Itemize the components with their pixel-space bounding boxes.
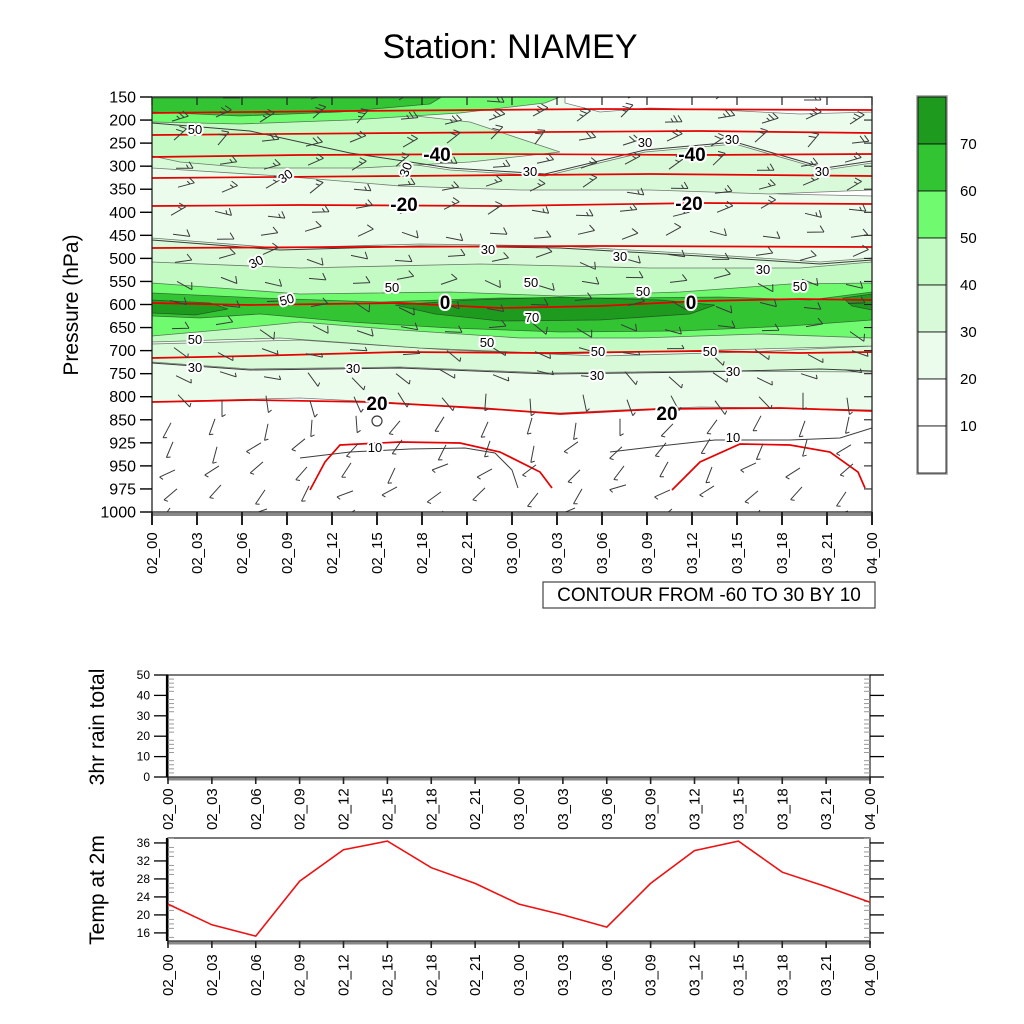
y-tick-label: 32	[136, 853, 150, 868]
humidity-contour-label: 50	[590, 344, 606, 359]
wind-barb	[527, 418, 532, 434]
colorbar-label: 50	[960, 230, 977, 247]
time-tick-label: 03_15	[730, 788, 748, 830]
colorbar-label: 60	[960, 183, 977, 200]
time-tick-label: 02_12	[335, 788, 353, 830]
wind-barb	[160, 470, 175, 480]
time-tick-label: 02_06	[247, 954, 265, 996]
time-tick-label: 02_18	[414, 532, 431, 574]
rain-axis-label: 3hr rain total	[86, 668, 109, 786]
wind-barb	[389, 421, 400, 435]
time-tick-label: 03_00	[504, 532, 521, 574]
time-tick-label: 04_00	[864, 532, 881, 574]
time-tick-label: 03_03	[549, 532, 566, 574]
humidity-contour-label: 50	[479, 335, 495, 350]
wind-barb	[846, 417, 850, 434]
wind-barb	[574, 423, 578, 440]
temperature-contour	[310, 442, 552, 490]
time-tick-label: 02_12	[324, 532, 341, 574]
humidity-contour-label: 30	[814, 164, 830, 179]
main-panel	[100, 79, 881, 574]
time-tick-label: 02_00	[160, 788, 177, 830]
rain-panel	[137, 668, 884, 830]
time-tick-label: 02_00	[144, 532, 161, 574]
pressure-tick-label: 500	[109, 250, 136, 268]
pressure-tick-label: 975	[109, 481, 136, 499]
wind-barb	[209, 419, 215, 435]
temperature-contour-label: -40	[678, 145, 706, 166]
time-tick-label: 03_09	[639, 532, 656, 574]
time-tick-label: 03_12	[684, 532, 701, 574]
colorbar-cell	[918, 144, 946, 191]
wind-barb	[250, 462, 263, 474]
pressure-tick-label: 450	[109, 227, 136, 245]
y-tick-label: 30	[136, 708, 150, 723]
wind-barb	[745, 491, 758, 503]
time-tick-label: 02_09	[291, 788, 309, 830]
humidity-contour-label: 50	[277, 290, 296, 309]
y-tick-label: 20	[136, 907, 150, 922]
wind-barb	[432, 464, 448, 473]
time-tick-label: 03_00	[511, 954, 528, 996]
y-tick-label: 40	[136, 688, 150, 703]
time-tick-label: 02_15	[369, 532, 386, 574]
wind-barb	[661, 424, 673, 437]
wind-barb	[166, 442, 173, 458]
y-tick-label: 10	[136, 749, 150, 764]
pressure-tick-label: 200	[109, 112, 136, 130]
wind-barb	[438, 445, 446, 460]
y-tick-label: 20	[136, 729, 150, 744]
y-tick-label: 0	[143, 770, 150, 784]
colorbar-label: 20	[960, 371, 977, 388]
colorbar-cell	[918, 238, 946, 285]
wind-barb	[443, 83, 456, 96]
humidity-contour-label: 30	[187, 360, 203, 375]
colorbar-label: 70	[960, 136, 977, 153]
time-tick-label: 02_18	[423, 788, 441, 830]
time-tick-label: 02_15	[379, 954, 397, 996]
time-tick-label: 03_21	[818, 954, 836, 996]
humidity-contour-label: 50	[384, 280, 400, 295]
wind-barb	[256, 490, 266, 504]
pressure-tick-label: 750	[109, 366, 136, 384]
time-tick-label: 02_21	[467, 954, 485, 996]
wind-barb	[620, 419, 624, 436]
wind-barb	[799, 421, 805, 437]
colorbar-cell	[918, 379, 946, 426]
panel-border	[168, 675, 870, 777]
contour-note-text: CONTOUR FROM -60 TO 30 BY 10	[557, 585, 861, 606]
wind-barb	[564, 442, 578, 454]
wind-barb	[840, 464, 853, 476]
wind-barb	[163, 423, 171, 438]
pressure-tick-label: 650	[109, 320, 136, 338]
wind-barb	[655, 443, 666, 457]
wind-barb	[267, 86, 284, 94]
wind-barb	[473, 488, 485, 501]
time-tick-label: 02_00	[160, 954, 177, 996]
time-tick-label: 03_06	[598, 788, 616, 830]
humidity-contour-label: 50	[635, 284, 651, 299]
wind-barb	[756, 444, 763, 460]
wind-barb	[477, 469, 492, 479]
time-tick-label: 03_12	[686, 954, 704, 996]
wind-barb	[760, 81, 772, 95]
humidity-contour-label: 30	[755, 262, 771, 277]
wind-barb	[791, 487, 802, 501]
y-tick-label: 24	[136, 889, 150, 904]
pressure-tick-label: 300	[109, 158, 136, 176]
contour-note	[543, 582, 875, 608]
wind-barb	[786, 468, 800, 479]
temperature-contour-label: -20	[390, 195, 418, 216]
wind-barb	[387, 515, 399, 528]
temperature-contour-label: -40	[423, 145, 451, 166]
y-tick-label: 36	[136, 835, 150, 850]
wind-barb	[575, 84, 592, 93]
time-tick-label: 02_09	[279, 532, 296, 574]
wind-barb	[848, 88, 865, 96]
pressure-tick-label: 550	[109, 273, 136, 291]
temperature-contour-label: 20	[366, 394, 388, 415]
colorbar-cell	[918, 97, 946, 144]
wind-barb	[707, 420, 717, 434]
wind-barb	[531, 446, 535, 463]
wind-barb	[700, 486, 714, 497]
time-tick-label: 03_00	[511, 788, 528, 830]
humidity-contour-label: 50	[702, 344, 718, 359]
pressure-tick-label: 350	[109, 181, 136, 199]
wind-barb	[310, 401, 318, 417]
time-tick-label: 02_15	[379, 788, 397, 830]
pressure-tick-label: 925	[109, 435, 136, 453]
temperature-contour-label: -20	[675, 194, 703, 215]
time-tick-label: 03_09	[642, 788, 660, 830]
wind-barb	[246, 443, 261, 454]
pressure-tick-label: 800	[109, 389, 136, 407]
wind-barb	[210, 485, 221, 499]
temperature-contour	[672, 444, 865, 490]
time-tick-label: 03_06	[598, 954, 616, 996]
wind-barb	[531, 90, 548, 97]
wind-barb	[265, 424, 269, 441]
humidity-contour-label: 50	[523, 275, 539, 290]
page-title: Station: NIAMEY	[382, 28, 638, 66]
temperature-contour-label: 0	[685, 293, 697, 314]
wind-barb	[222, 400, 226, 417]
time-tick-label: 03_12	[686, 788, 704, 830]
pressure-tick-label: 400	[109, 204, 136, 222]
wind-barb	[382, 487, 397, 497]
humidity-contour-label: 30	[522, 164, 538, 179]
time-tick-label: 02_06	[234, 532, 251, 574]
pressure-tick-label: 1000	[100, 504, 136, 522]
wind-barb	[478, 516, 487, 531]
time-tick-label: 02_18	[423, 954, 441, 996]
wind-barb	[610, 485, 626, 493]
temp-panel	[137, 836, 884, 996]
time-tick-label: 02_03	[189, 532, 206, 574]
humidity-contour-label: 50	[187, 332, 203, 347]
wind-barb	[388, 468, 395, 483]
series-line	[168, 841, 870, 936]
pressure-axis-label: Pressure (hPa)	[60, 234, 83, 376]
time-tick-label: 03_15	[729, 532, 746, 574]
humidity-contour-label: 10	[725, 430, 741, 445]
time-tick-label: 02_03	[203, 954, 221, 996]
time-tick-label: 02_06	[247, 788, 265, 830]
wind-barb	[528, 493, 539, 507]
humidity-contour-label: 30	[612, 249, 628, 264]
colorbar-cell	[918, 285, 946, 332]
temp-axis-label: Temp at 2m	[86, 835, 109, 945]
wind-barb	[610, 447, 622, 460]
time-tick-label: 03_06	[594, 532, 611, 574]
wind-barb	[706, 467, 712, 483]
wind-barb	[481, 422, 488, 438]
humidity-contour-label: 50	[187, 122, 203, 137]
wind-barb	[302, 486, 310, 501]
humidity-contour-label: 30	[637, 135, 653, 150]
time-tick-label: 02_09	[291, 954, 309, 996]
wind-barb	[164, 489, 177, 501]
temperature-contour-label: 20	[656, 404, 678, 425]
pressure-tick-label: 250	[109, 135, 136, 153]
colorbar-label: 40	[960, 277, 977, 294]
wind-barb	[292, 439, 305, 451]
wind-barb	[655, 490, 671, 499]
time-tick-label: 02_21	[467, 788, 485, 830]
humidity-contour-label: 10	[367, 440, 383, 455]
colorbar-legend	[917, 96, 977, 474]
humidity-contour-label: 70	[524, 310, 540, 325]
colorbar-cell	[918, 191, 946, 238]
colorbar-label: 10	[960, 418, 977, 435]
pressure-tick-label: 850	[109, 412, 136, 430]
pressure-tick-label: 150	[109, 89, 136, 107]
wind-barb	[741, 463, 756, 473]
humidity-contour-label: 30	[589, 368, 605, 383]
humidity-contour-label: 30	[725, 364, 741, 379]
time-tick-label: 03_03	[554, 788, 572, 830]
y-tick-label: 16	[136, 925, 150, 940]
colorbar-label: 30	[960, 324, 977, 341]
wind-barb	[837, 492, 847, 506]
wind-barb	[296, 467, 307, 481]
pressure-tick-label: 600	[109, 297, 136, 314]
colorbar-cell	[918, 332, 946, 379]
humidity-contour-label: 30	[275, 166, 296, 187]
wind-barb	[574, 489, 583, 504]
wind-barb	[170, 79, 182, 93]
wind-barb	[337, 491, 353, 500]
humidity-contour-label: 30	[396, 160, 416, 179]
wind-barb	[614, 466, 624, 480]
pressure-tick-label: 700	[109, 343, 136, 361]
humidity-contour-label: 50	[792, 279, 808, 294]
time-tick-label: 04_00	[862, 788, 879, 830]
panel-border	[168, 838, 870, 941]
wind-barb	[213, 447, 217, 464]
humidity-contour-label: 30	[480, 242, 496, 257]
colorbar-cell	[918, 426, 946, 473]
wind-barb	[356, 416, 361, 433]
humidity-contour-label: 30	[246, 252, 266, 272]
wind-barb	[660, 462, 668, 477]
wind-barb	[342, 463, 351, 477]
humidity-contour-label: 30	[724, 132, 740, 147]
wind-barb	[568, 470, 580, 483]
y-tick-label: 50	[136, 668, 150, 682]
time-tick-label: 04_00	[862, 954, 879, 996]
time-tick-label: 03_21	[819, 532, 836, 574]
wind-barb	[753, 416, 761, 431]
y-tick-label: 28	[136, 871, 150, 886]
main-plot-area	[152, 79, 872, 530]
time-tick-label: 03_18	[774, 954, 792, 996]
time-tick-label: 03_18	[774, 532, 791, 574]
calm-wind-icon	[372, 416, 382, 426]
time-tick-label: 03_18	[774, 788, 792, 830]
time-tick-label: 02_12	[335, 954, 353, 996]
wind-barb	[836, 445, 851, 456]
pressure-tick-label: 950	[109, 458, 136, 476]
humidity-contour-label: 30	[345, 361, 361, 376]
time-tick-label: 03_21	[818, 788, 836, 830]
time-tick-label: 03_15	[730, 954, 748, 996]
time-tick-label: 02_03	[203, 788, 221, 830]
time-tick-label: 02_21	[459, 532, 476, 574]
wind-barb	[205, 466, 219, 477]
temperature-contour-label: 0	[439, 293, 451, 314]
humidity-contour	[610, 428, 872, 452]
wind-barb	[311, 420, 315, 437]
wind-barb	[435, 417, 444, 432]
wind-barb	[355, 84, 371, 95]
time-tick-label: 03_09	[642, 954, 660, 996]
time-tick-label: 03_03	[554, 954, 572, 996]
wind-barb	[346, 444, 358, 457]
wind-barb	[427, 492, 441, 504]
wind-barb	[672, 82, 687, 94]
